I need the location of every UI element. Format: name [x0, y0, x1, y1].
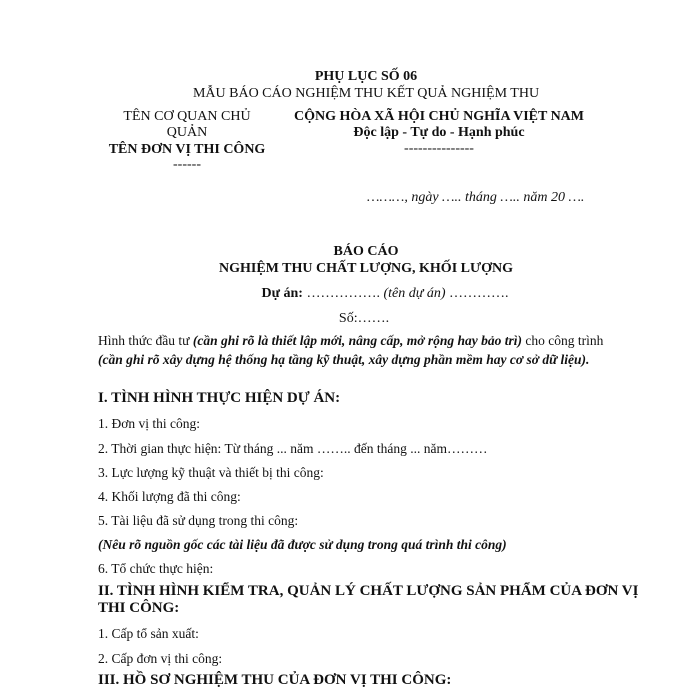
agency-name-line1: TÊN CƠ QUAN CHỦ: [123, 109, 251, 124]
intro-text-2: cho công trình: [522, 333, 604, 348]
project-dots-2: ………….: [445, 286, 509, 301]
section-2-heading-line-2: THI CÔNG:: [98, 600, 180, 616]
report-subtitle: NGHIỆM THU CHẤT LƯỢNG, KHỐI LƯỢNG: [218, 261, 514, 276]
project-note: (tên dự án): [383, 286, 446, 301]
section-1-heading: I. TÌNH HÌNH THỰC HIỆN DỰ ÁN:: [98, 390, 341, 406]
report-number: Số:…….: [338, 311, 390, 326]
report-title: BÁO CÁO: [333, 244, 399, 259]
section-2-item-2: 2. Cấp đơn vị thi công:: [98, 651, 223, 666]
national-motto: Độc lập - Tự do - Hạnh phúc: [353, 125, 525, 140]
section-1-item-2: 2. Thời gian thực hiện: Từ tháng ... năm …….. đến tháng ... năm………: [98, 441, 488, 456]
intro-note-2: (cần ghi rõ xây dựng hệ thống hạ tầng kỹ thuật, xây dựng phần mềm hay cơ sở dữ liệu).: [98, 352, 590, 367]
right-dashes: ---------------: [404, 141, 474, 156]
left-dashes: ------: [173, 157, 201, 172]
project-line: [261, 285, 508, 302]
intro-note-1: (cần ghi rõ là thiết lập mới, nâng cấp, mở rộng hay bảo trì): [192, 333, 523, 348]
section-1-item-6: 6. Tổ chức thực hiện:: [98, 561, 214, 576]
section-1-item-3: 3. Lực lượng kỹ thuật và thiết bị thi công:: [98, 465, 324, 480]
section-1-item-5-note: (Nêu rõ nguồn gốc các tài liệu đã được sử dụng trong quá trình thi công): [98, 537, 507, 552]
contractor-name: TÊN ĐƠN VỊ THI CÔNG: [108, 142, 266, 157]
section-1-item-1: 1. Đơn vị thi công:: [98, 416, 201, 431]
section-1-item-4: 4. Khối lượng đã thi công:: [98, 489, 241, 504]
appendix-title: PHỤ LỤC SỐ 06: [314, 69, 418, 84]
date-line: ………, ngày ….. tháng ….. năm 20 ….: [367, 190, 585, 205]
national-title: CỘNG HÒA XÃ HỘI CHỦ NGHĨA VIỆT NAM: [293, 109, 585, 124]
form-title: MẪU BÁO CÁO NGHIỆM THU KẾT QUẢ NGHIỆM THU: [192, 86, 540, 101]
agency-name-line2: QUẢN: [166, 125, 208, 140]
section-2-heading-line-1: II. TÌNH HÌNH KIỂM TRA, QUẢN LÝ CHẤT LƯỢNG SẢN PHẨM CỦA ĐƠN VỊ: [98, 583, 639, 599]
intro-paragraph: [98, 331, 610, 369]
section-2-item-1: 1. Cấp tổ sản xuất:: [98, 626, 199, 641]
section-1-item-5: 5. Tài liệu đã sử dụng trong thi công:: [98, 513, 299, 528]
intro-text-1: Hình thức đầu tư: [98, 333, 193, 348]
project-dots-1: …………….: [302, 286, 384, 301]
section-3-heading: III. HỒ SƠ NGHIỆM THU CỦA ĐƠN VỊ THI CÔNG:: [98, 672, 452, 688]
project-label: Dự án:: [261, 286, 303, 301]
